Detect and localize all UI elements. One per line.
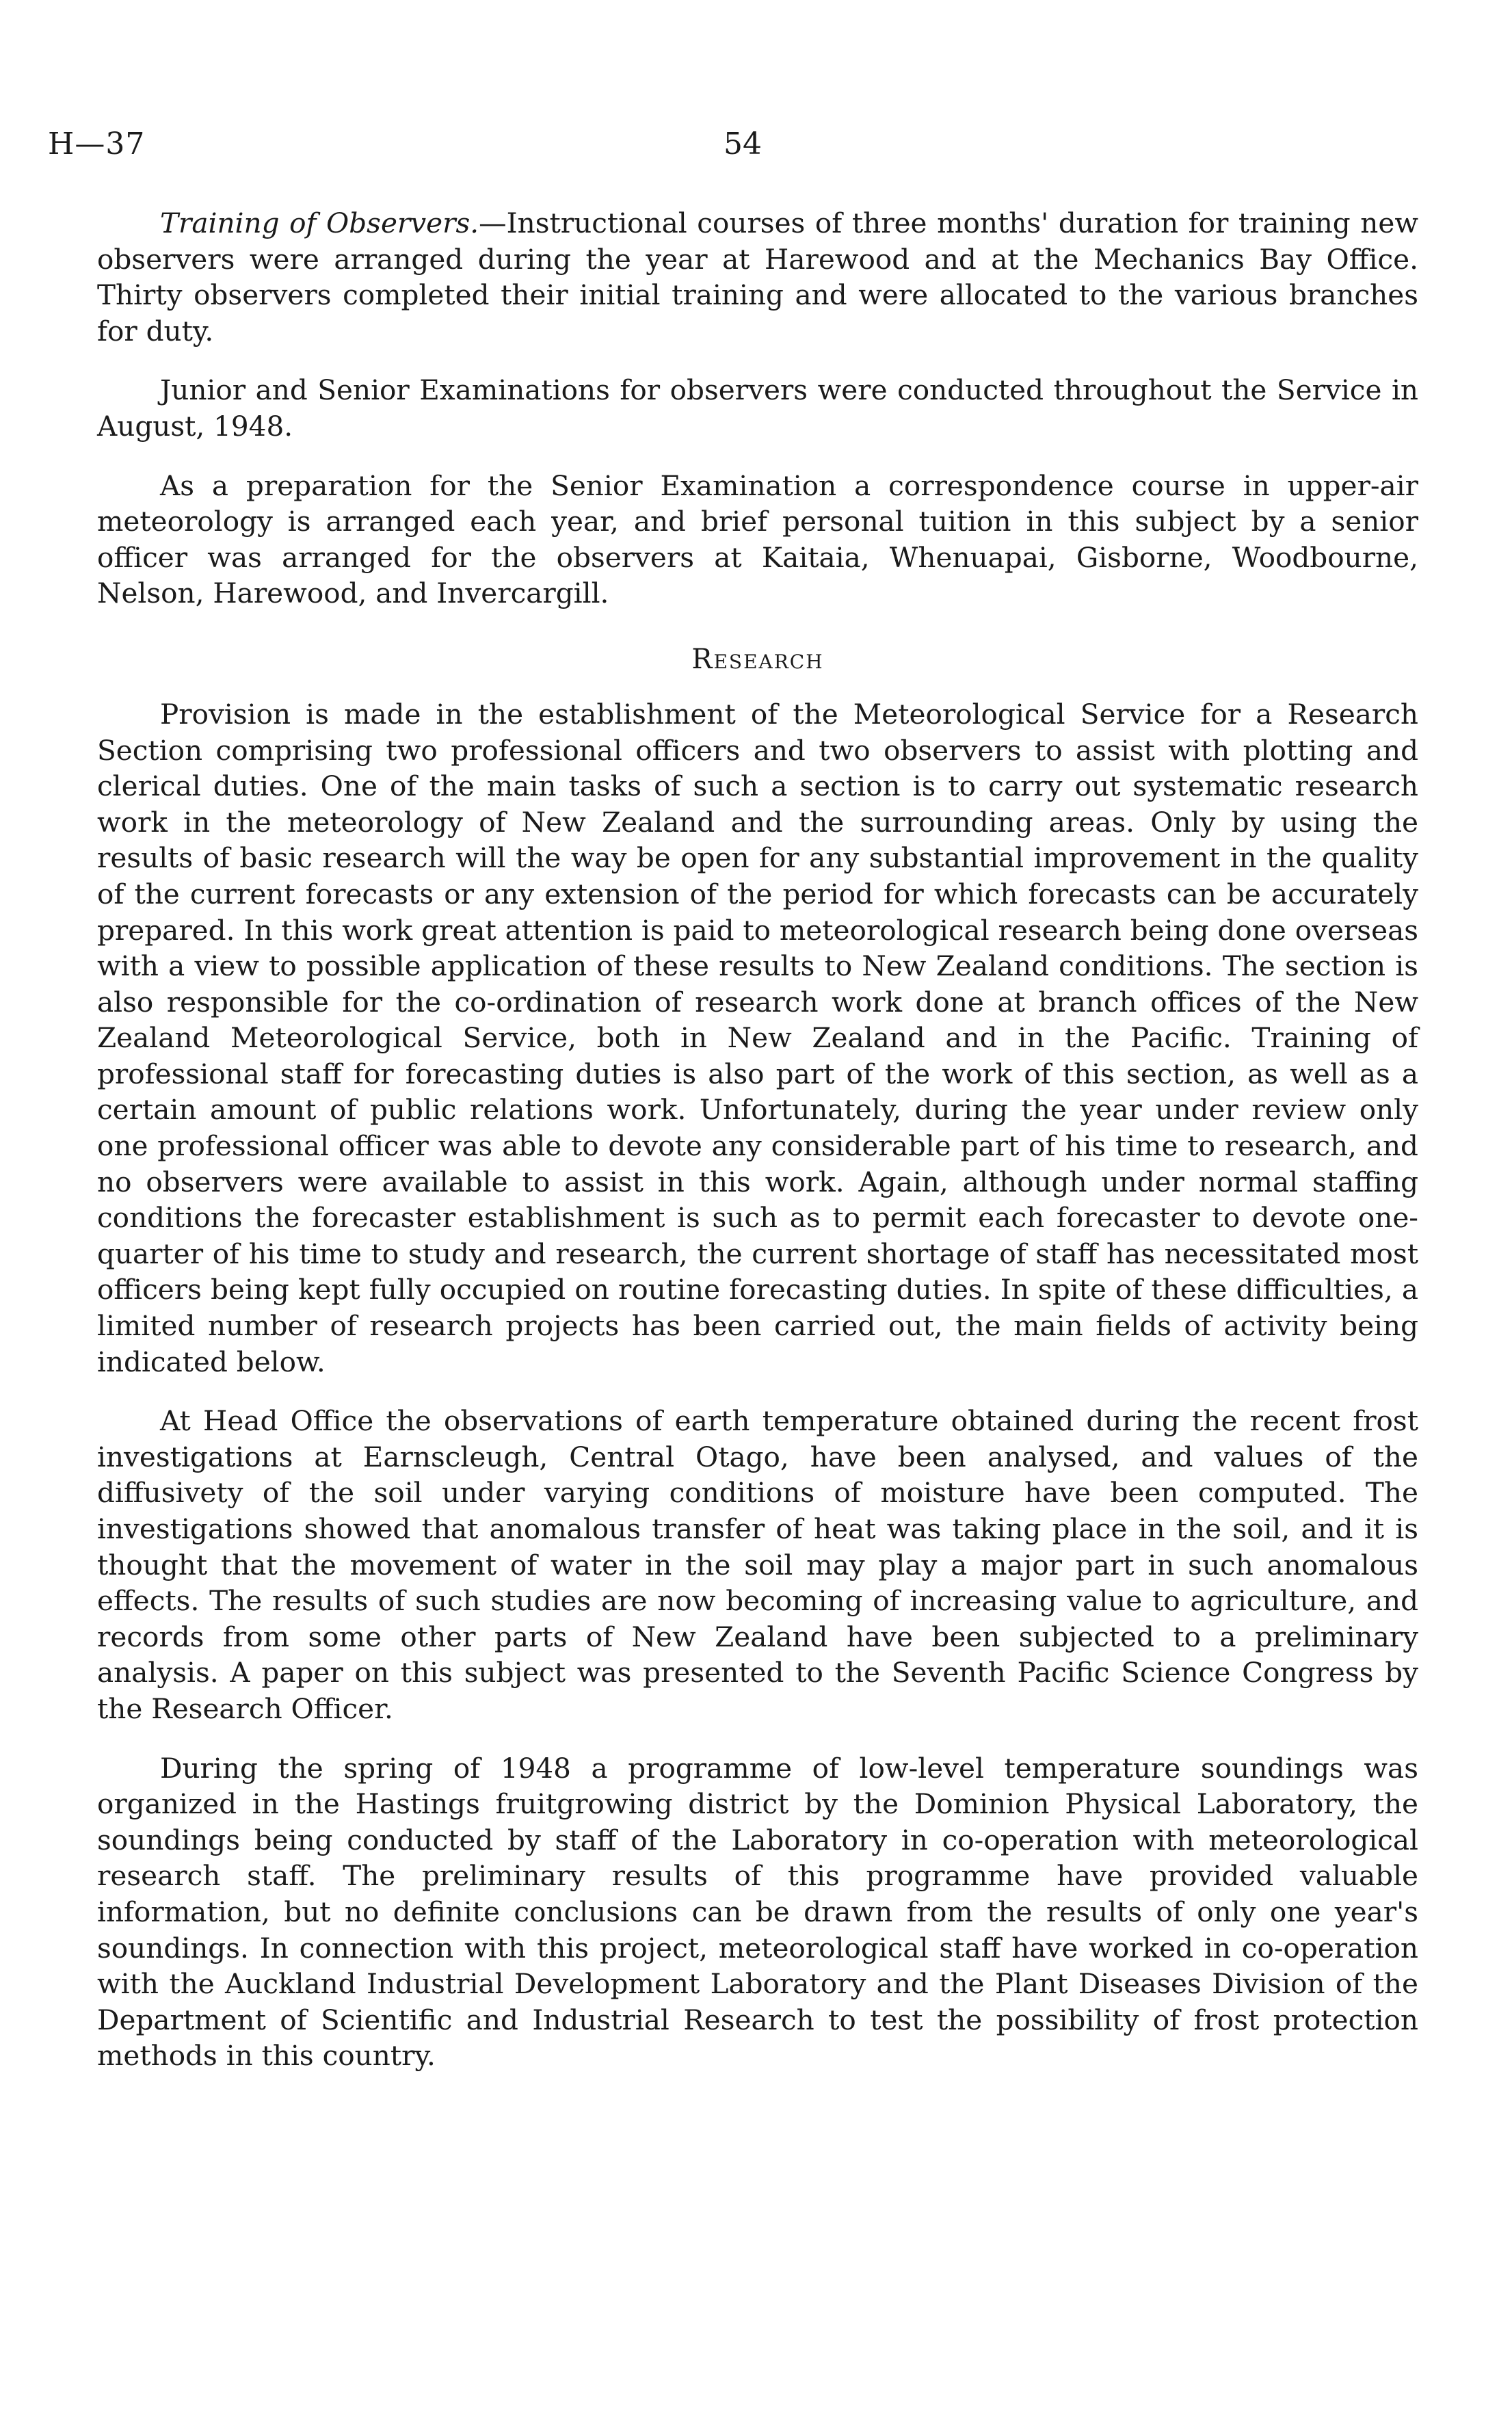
page-number: 54: [724, 127, 762, 161]
training-paragraph-2: Junior and Senior Examinations for observers were conducted throughout the Service in August, 1948.: [97, 373, 1418, 443]
research-paragraph-2: At Head Office the observations of earth temperature obtained during the recent frost investigations at Earnscleugh, Central Otago, have been analysed, and values of the diffusivety of the soil under varying conditions of moisture have been computed. The investigations showed that anomalous transfer of heat was taking place in the soil, and it is thought that the movement of water in the soil may play a major part in such anomalous effects. The results of such studies are now becoming of increasing value to agriculture, and records from some other parts of New Zealand have been subjected to a preliminary analysis. A paper on this subject was presented to the Seventh Pacific Science Congress by the Research Officer.: [97, 1404, 1418, 1725]
research-heading: Research: [691, 643, 824, 675]
training-paragraph-1-text: —Instructional courses of three months' duration for training new observers were arranged during the year at Harewood and at the Mechanics Bay Office. Thirty observers completed their initial training and were allocated to the various branches for duty.: [97, 207, 1418, 347]
research-paragraph-3: During the spring of 1948 a programme of low-level temperature soundings was organized in the Hastings fruitgrowing district by the Dominion Physical Laboratory, the soundings being conducted by staff of the Laboratory in co-operation with meteorological research staff. The preliminary results of this programme have provided valuable information, but no definite conclusions can be drawn from the results of only one year's soundings. In connection with this project, meteorological staff have worked in co-operation with the Auckland Industrial Development Laboratory and the Plant Diseases Division of the Department of Scientific and Industrial Research to test the possibility of frost protection methods in this country.: [97, 1751, 1418, 2073]
training-paragraph-3: As a preparation for the Senior Examination a correspondence course in upper-air meteorology is arranged each year, and brief personal tuition in this subject by a senior officer was arranged for the observers at Kaitaia, Whenuapai, Gisborne, Woodbourne, Nelson, Harewood, and Invercargill.: [97, 469, 1418, 610]
research-paragraph-1: Provision is made in the establishment of the Meteorological Service for a Research Section comprising two professional officers and two observers to assist with plotting and clerical duties. One of the main tasks of such a section is to carry out systematic research work in the meteorology of New Zealand and the surrounding areas. Only by using the results of basic research will the way be open for any substantial improvement in the quality of the current forecasts or any extension of the period for which forecasts can be accurately prepared. In this work great attention is paid to meteorological research being done overseas with a view to possible application of these results to New Zealand conditions. The section is also responsible for the co-ordination of research work done at branch offices of the New Zealand Meteorological Service, both in New Zealand and in the Pacific. Training of professional staff for forecasting duties is also part of the work of this section, as well as a certain amount of public relations work. Unfortunately, during the year under review only one professional officer was able to devote any considerable part of his time to research, and no observers were available to assist in this work. Again, although under normal staffing conditions the forecaster establishment is such as to permit each forecaster to devote one-quarter of his time to study and research, the current shortage of staff has necessitated most officers being kept fully occupied on routine forecasting duties. In spite of these difficulties, a limited number of research projects has been carried out, the main fields of activity being indicated below.: [97, 697, 1418, 1378]
body-text: [97, 205, 1418, 2097]
page-header: [48, 127, 1464, 174]
training-lead: Training of Observers.: [160, 207, 479, 239]
training-paragraph-1: [97, 205, 1418, 349]
report-reference: H—37: [48, 127, 146, 161]
